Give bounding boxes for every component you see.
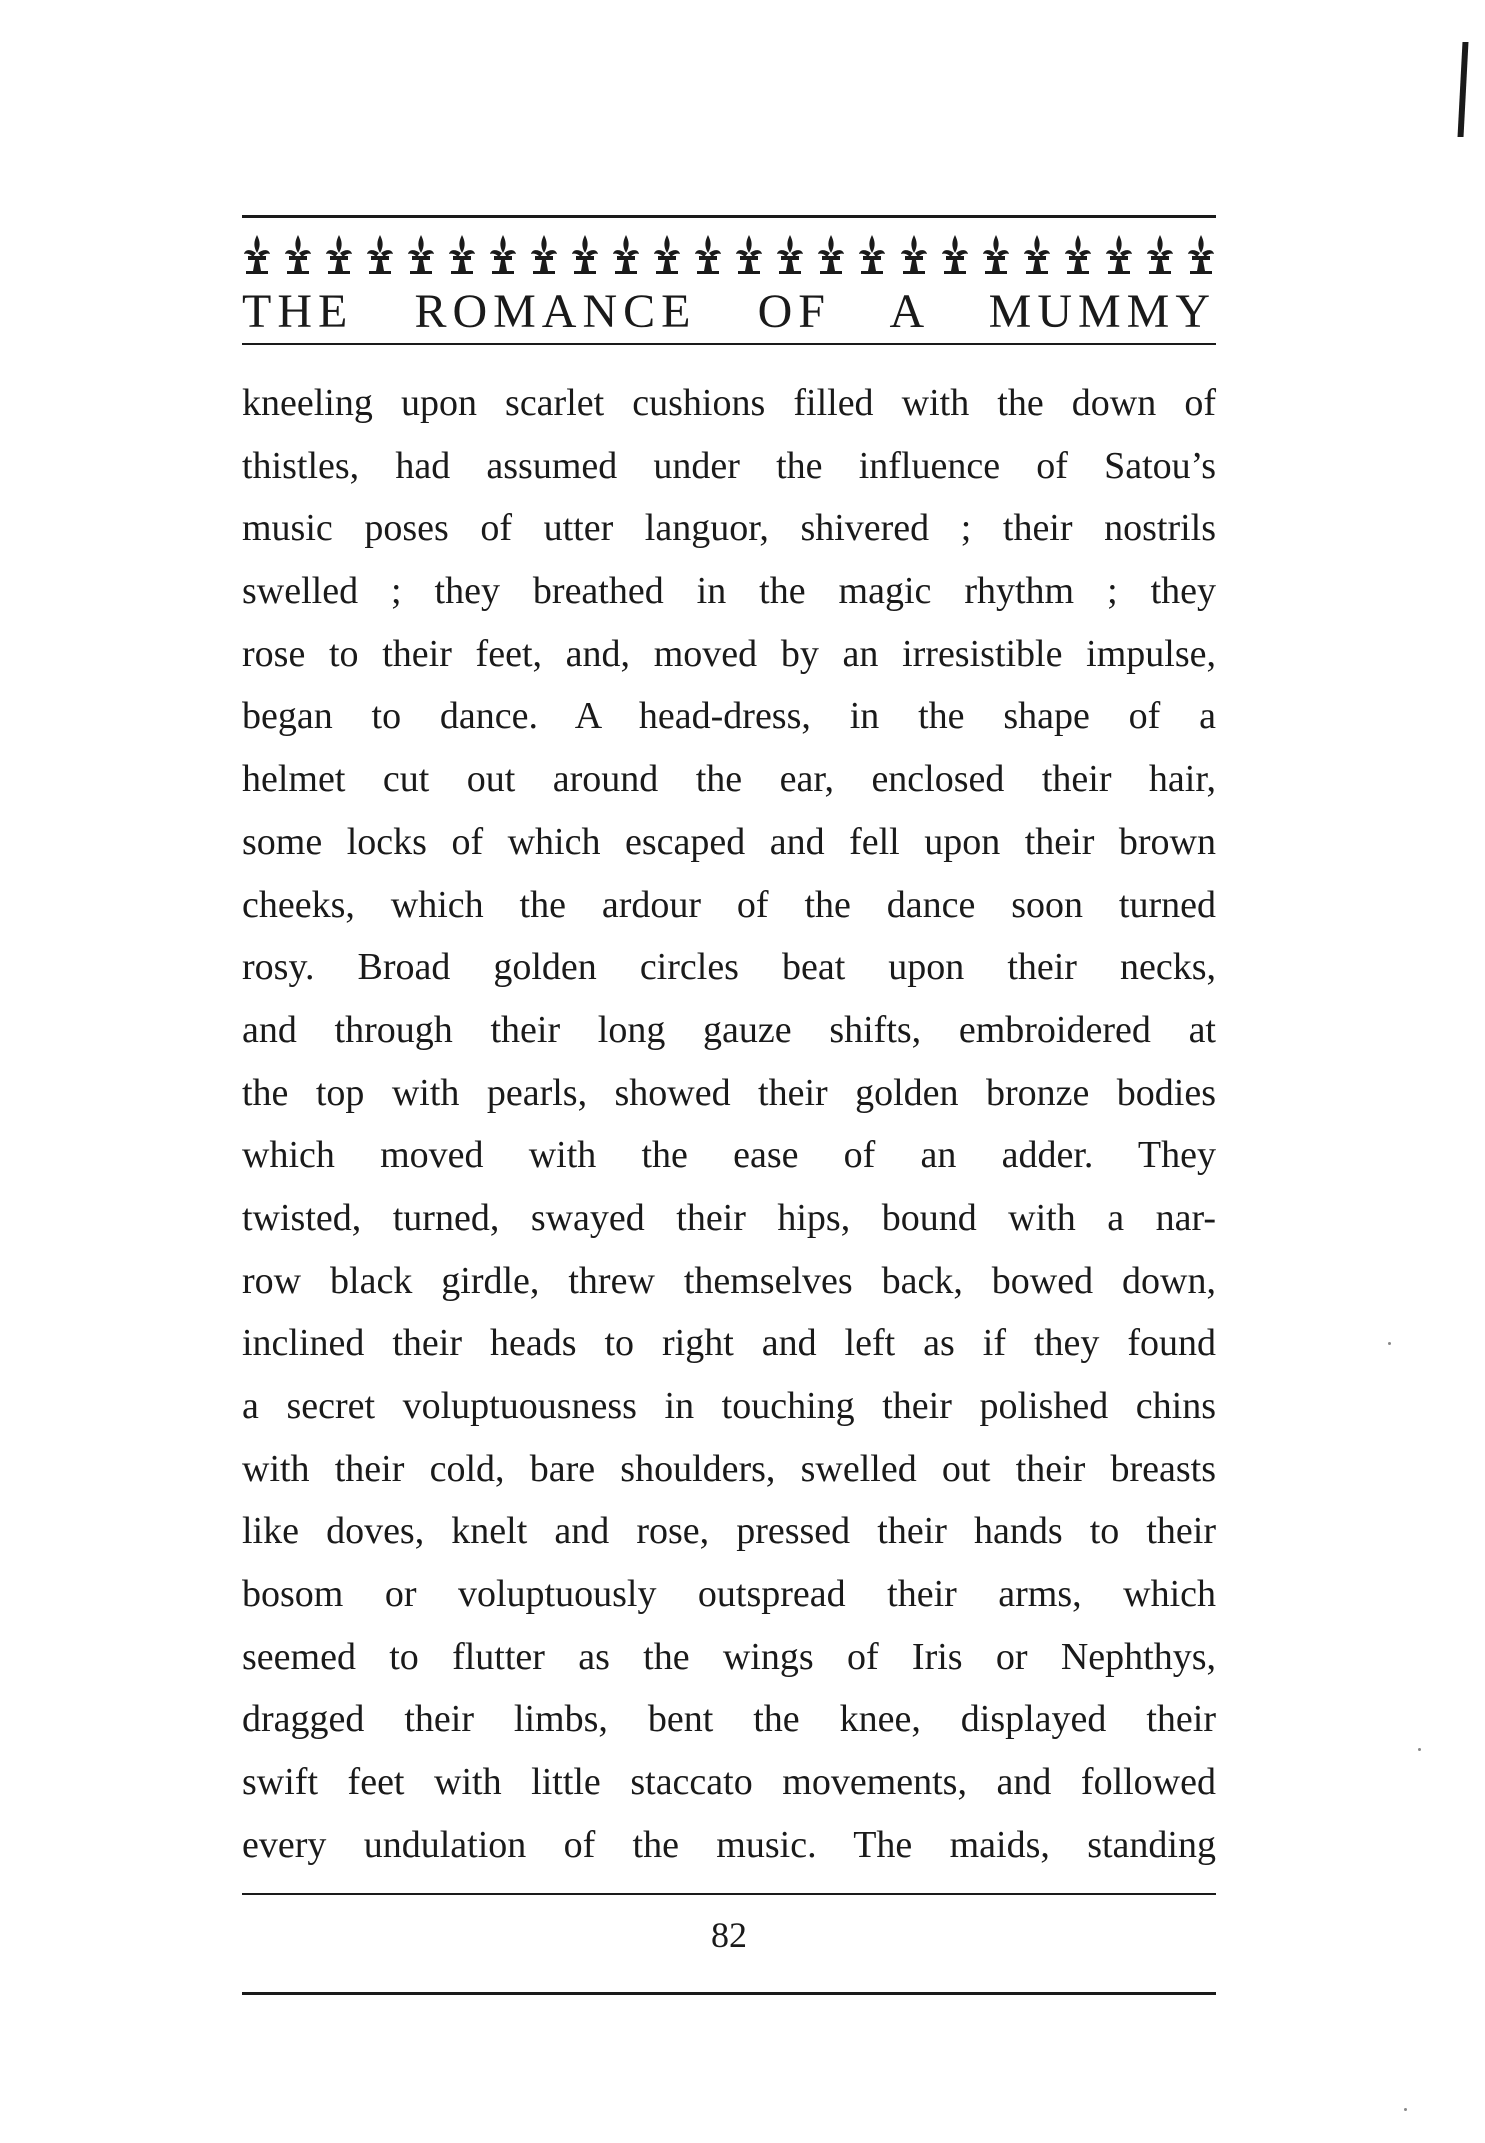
text-line: twisted, turned, swayed their hips, bound with a nar- bbox=[242, 1196, 1216, 1239]
fleur-de-lis-icon bbox=[1145, 233, 1175, 275]
text-line: with their cold, bare shoulders, swelled out their breasts bbox=[242, 1447, 1216, 1490]
text-line: like doves, knelt and rose, pressed their hands to their bbox=[242, 1510, 1216, 1553]
running-head: THE ROMANCE OF A MUMMY bbox=[242, 285, 1216, 338]
text-line: rosy. Broad golden circles beat upon their necks, bbox=[242, 946, 1216, 989]
fleur-de-lis-icon bbox=[693, 233, 723, 275]
text-line: a secret voluptuousness in touching their polished chins bbox=[242, 1385, 1216, 1427]
fleur-de-lis-icon bbox=[365, 233, 395, 275]
text-line: music poses of utter languor, shivered ; their nostrils bbox=[242, 507, 1216, 550]
fleur-de-lis-icon bbox=[1186, 233, 1216, 275]
fleur-de-lis-icon bbox=[857, 233, 887, 275]
body-text bbox=[242, 372, 1216, 1877]
text-line: seemed to flutter as the wings of Iris or Nephthys, bbox=[242, 1635, 1216, 1678]
fleur-de-lis-icon bbox=[1104, 233, 1134, 275]
fleur-de-lis-icon bbox=[1022, 233, 1052, 275]
ornament-band bbox=[242, 228, 1216, 280]
fleur-de-lis-icon bbox=[734, 233, 764, 275]
text-line: every undulation of the music. The maids, standing bbox=[242, 1823, 1216, 1866]
paper-speck bbox=[1388, 1342, 1391, 1345]
fleur-de-lis-icon bbox=[529, 233, 559, 275]
fleur-de-lis-icon bbox=[611, 233, 641, 275]
text-line: bosom or voluptuously outspread their arms, which bbox=[242, 1573, 1216, 1616]
text-line: cheeks, which the ardour of the dance soon turned bbox=[242, 883, 1216, 926]
text-line: began to dance. A head-dress, in the shape of a bbox=[242, 695, 1216, 738]
fleur-de-lis-icon bbox=[981, 233, 1011, 275]
fleur-de-lis-icon bbox=[488, 233, 518, 275]
text-line: rose to their feet, and, moved by an irresistible impulse, bbox=[242, 632, 1216, 675]
fleur-de-lis-icon bbox=[899, 233, 929, 275]
text-line: dragged their limbs, bent the knee, displayed their bbox=[242, 1698, 1216, 1741]
text-line: kneeling upon scarlet cushions filled with the down of bbox=[242, 382, 1216, 424]
paper-speck bbox=[1418, 1748, 1421, 1751]
fleur-de-lis-icon bbox=[283, 233, 313, 275]
header-top-rule bbox=[242, 215, 1216, 218]
text-line: swelled ; they breathed in the magic rhythm ; they bbox=[242, 570, 1216, 613]
paper-speck bbox=[1404, 2108, 1407, 2111]
footer-bottom-rule bbox=[242, 1992, 1216, 1995]
text-line: row black girdle, threw themselves back, bowed down, bbox=[242, 1259, 1216, 1302]
page-number: 82 bbox=[711, 1915, 747, 1955]
text-line: inclined their heads to right and left as if they found bbox=[242, 1322, 1216, 1365]
fleur-de-lis-icon bbox=[570, 233, 600, 275]
fleur-de-lis-icon bbox=[1063, 233, 1093, 275]
fleur-de-lis-icon bbox=[447, 233, 477, 275]
fleur-de-lis-icon bbox=[406, 233, 436, 275]
fleur-de-lis-icon bbox=[940, 233, 970, 275]
text-line: swift feet with little staccato movements, and followed bbox=[242, 1761, 1216, 1804]
fleur-de-lis-icon bbox=[652, 233, 682, 275]
text-line: thistles, had assumed under the influence of Satou’s bbox=[242, 444, 1216, 487]
fleur-de-lis-icon bbox=[775, 233, 805, 275]
header-bottom-rule bbox=[242, 343, 1216, 345]
text-line: some locks of which escaped and fell upon their brown bbox=[242, 820, 1216, 863]
text-line: which moved with the ease of an adder. They bbox=[242, 1134, 1216, 1177]
footer-top-rule bbox=[242, 1893, 1216, 1895]
text-line: the top with pearls, showed their golden bronze bodies bbox=[242, 1071, 1216, 1114]
scan-edge-mark bbox=[1458, 42, 1469, 137]
text-line: helmet cut out around the ear, enclosed their hair, bbox=[242, 758, 1216, 801]
text-line: and through their long gauze shifts, embroidered at bbox=[242, 1008, 1216, 1051]
fleur-de-lis-icon bbox=[816, 233, 846, 275]
fleur-de-lis-icon bbox=[242, 233, 272, 275]
fleur-de-lis-icon bbox=[324, 233, 354, 275]
